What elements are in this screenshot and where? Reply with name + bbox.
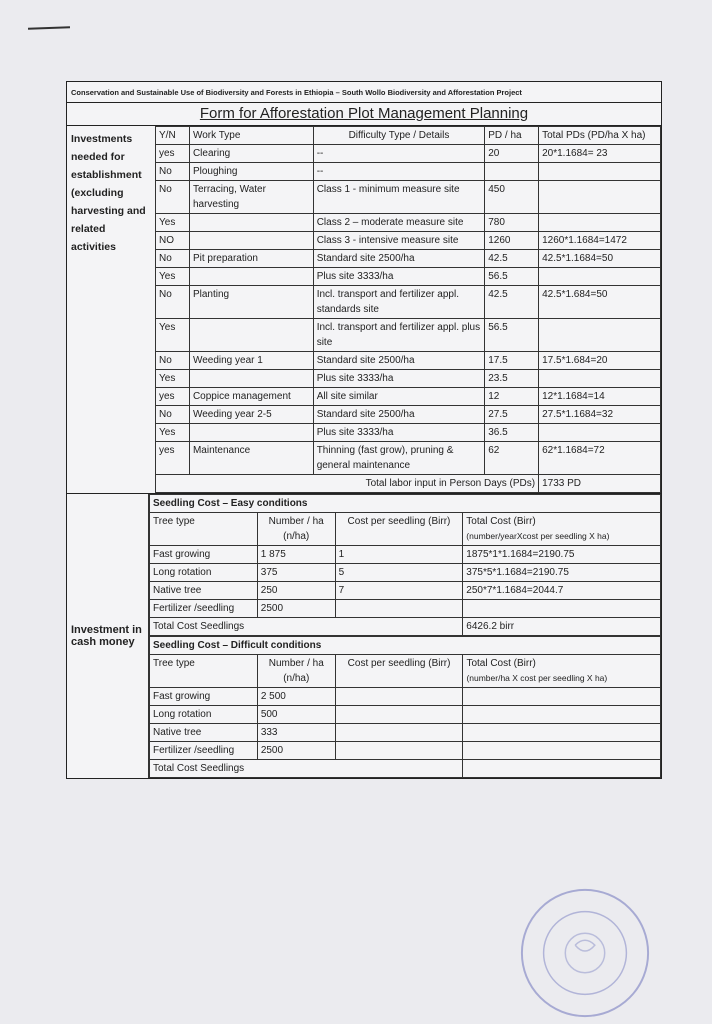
easy-title: Seedling Cost – Easy conditions bbox=[150, 495, 661, 513]
cell-total-pds bbox=[539, 424, 661, 442]
difficult-type: Fertilizer /seedling bbox=[150, 742, 258, 760]
cell-yn: No bbox=[156, 181, 190, 214]
difficult-h-type: Tree type bbox=[150, 655, 258, 688]
difficult-row bbox=[150, 724, 661, 742]
labor-table bbox=[155, 126, 661, 493]
cash-section bbox=[67, 494, 661, 778]
cell-work-type: Ploughing bbox=[189, 163, 313, 181]
labor-row bbox=[156, 145, 661, 163]
labor-row bbox=[156, 442, 661, 475]
cell-work-type: Planting bbox=[189, 286, 313, 319]
cell-pd-ha: 780 bbox=[485, 214, 539, 232]
cell-pd-ha: 450 bbox=[485, 181, 539, 214]
header-pd-ha: PD / ha bbox=[485, 127, 539, 145]
cell-difficulty: Incl. transport and fertilizer appl. plus site bbox=[313, 319, 485, 352]
header-total-pds: Total PDs (PD/ha X ha) bbox=[539, 127, 661, 145]
difficult-total bbox=[463, 724, 661, 742]
difficult-total bbox=[463, 742, 661, 760]
easy-num: 2500 bbox=[257, 600, 335, 618]
easy-total-label: Total Cost Seedlings bbox=[150, 618, 463, 636]
labor-row bbox=[156, 181, 661, 214]
easy-num: 250 bbox=[257, 582, 335, 600]
easy-type: Long rotation bbox=[150, 564, 258, 582]
difficult-h-cost: Cost per seedling (Birr) bbox=[335, 655, 463, 688]
labor-header-row bbox=[156, 127, 661, 145]
cell-pd-ha bbox=[485, 163, 539, 181]
difficult-num: 2500 bbox=[257, 742, 335, 760]
cell-pd-ha: 20 bbox=[485, 145, 539, 163]
easy-type: Native tree bbox=[150, 582, 258, 600]
total-labor-row bbox=[156, 475, 661, 493]
cell-work-type: Pit preparation bbox=[189, 250, 313, 268]
cell-pd-ha: 62 bbox=[485, 442, 539, 475]
header-work-type: Work Type bbox=[189, 127, 313, 145]
difficult-cost bbox=[335, 742, 463, 760]
labor-row bbox=[156, 214, 661, 232]
difficult-h-total: Total Cost (Birr) (number/ha X cost per seedling X ha) bbox=[463, 655, 661, 688]
labor-row bbox=[156, 370, 661, 388]
labor-row bbox=[156, 388, 661, 406]
pen-mark bbox=[28, 26, 70, 29]
cell-total-pds bbox=[539, 163, 661, 181]
difficult-h-num: Number / ha (n/ha) bbox=[257, 655, 335, 688]
difficult-row bbox=[150, 688, 661, 706]
cell-work-type bbox=[189, 232, 313, 250]
header-yn: Y/N bbox=[156, 127, 190, 145]
cell-yn: No bbox=[156, 352, 190, 370]
difficult-cost bbox=[335, 706, 463, 724]
cell-yn: yes bbox=[156, 145, 190, 163]
cell-difficulty: Class 2 – moderate measure site bbox=[313, 214, 485, 232]
cell-pd-ha: 42.5 bbox=[485, 250, 539, 268]
cell-work-type: Maintenance bbox=[189, 442, 313, 475]
cell-work-type bbox=[189, 319, 313, 352]
difficult-title: Seedling Cost – Difficult conditions bbox=[150, 637, 661, 655]
labor-section bbox=[67, 126, 661, 494]
investments-label: Investments needed for establishment (excluding harvesting and related activities bbox=[71, 133, 146, 253]
cell-difficulty: All site similar bbox=[313, 388, 485, 406]
cell-total-pds: 42.5*1.1684=50 bbox=[539, 250, 661, 268]
official-stamp bbox=[516, 884, 654, 1022]
easy-h-cost: Cost per seedling (Birr) bbox=[335, 513, 463, 546]
difficult-row bbox=[150, 742, 661, 760]
easy-total-row bbox=[150, 618, 661, 636]
labor-row bbox=[156, 406, 661, 424]
difficult-type: Fast growing bbox=[150, 688, 258, 706]
cell-difficulty: Plus site 3333/ha bbox=[313, 268, 485, 286]
cell-yn: Yes bbox=[156, 370, 190, 388]
cell-pd-ha: 42.5 bbox=[485, 286, 539, 319]
cell-total-pds: 42.5*1.684=50 bbox=[539, 286, 661, 319]
cell-yn: No bbox=[156, 286, 190, 319]
cell-pd-ha: 17.5 bbox=[485, 352, 539, 370]
difficult-total bbox=[463, 688, 661, 706]
difficult-num: 2 500 bbox=[257, 688, 335, 706]
cell-yn: No bbox=[156, 163, 190, 181]
difficult-cost bbox=[335, 688, 463, 706]
total-labor-value: 1733 PD bbox=[539, 475, 661, 493]
difficult-row bbox=[150, 706, 661, 724]
cell-difficulty: -- bbox=[313, 163, 485, 181]
cell-difficulty: -- bbox=[313, 145, 485, 163]
cell-work-type: Clearing bbox=[189, 145, 313, 163]
difficult-num: 500 bbox=[257, 706, 335, 724]
easy-type: Fast growing bbox=[150, 546, 258, 564]
difficult-total-row bbox=[150, 760, 661, 778]
easy-total: 250*7*1.1684=2044.7 bbox=[463, 582, 661, 600]
easy-cost bbox=[335, 600, 463, 618]
cell-pd-ha: 56.5 bbox=[485, 319, 539, 352]
easy-header-row bbox=[150, 513, 661, 546]
easy-cost: 7 bbox=[335, 582, 463, 600]
cell-work-type: Weeding year 2-5 bbox=[189, 406, 313, 424]
easy-cost: 1 bbox=[335, 546, 463, 564]
easy-type: Fertilizer /seedling bbox=[150, 600, 258, 618]
cell-total-pds: 27.5*1.1684=32 bbox=[539, 406, 661, 424]
cell-difficulty: Standard site 2500/ha bbox=[313, 352, 485, 370]
cell-yn: yes bbox=[156, 442, 190, 475]
cell-total-pds bbox=[539, 268, 661, 286]
cell-difficulty: Incl. transport and fertilizer appl. standards site bbox=[313, 286, 485, 319]
easy-cost-table bbox=[149, 494, 661, 636]
easy-h-num: Number / ha (n/ha) bbox=[257, 513, 335, 546]
project-title: Conservation and Sustainable Use of Biodiversity and Forests in Ethiopia – South Wollo Biodiversity and Afforestation Project bbox=[67, 82, 661, 103]
labor-row bbox=[156, 352, 661, 370]
cell-yn: No bbox=[156, 250, 190, 268]
labor-row bbox=[156, 163, 661, 181]
cell-yn: yes bbox=[156, 388, 190, 406]
cell-pd-ha: 36.5 bbox=[485, 424, 539, 442]
cell-difficulty: Class 1 - minimum measure site bbox=[313, 181, 485, 214]
easy-total bbox=[463, 600, 661, 618]
labor-row bbox=[156, 319, 661, 352]
cell-pd-ha: 56.5 bbox=[485, 268, 539, 286]
cell-pd-ha: 12 bbox=[485, 388, 539, 406]
easy-num: 1 875 bbox=[257, 546, 335, 564]
cell-difficulty: Plus site 3333/ha bbox=[313, 370, 485, 388]
easy-total: 1875*1*1.1684=2190.75 bbox=[463, 546, 661, 564]
easy-total: 375*5*1.1684=2190.75 bbox=[463, 564, 661, 582]
cell-yn: No bbox=[156, 406, 190, 424]
cell-total-pds bbox=[539, 319, 661, 352]
cell-work-type bbox=[189, 214, 313, 232]
form-title: Form for Afforestation Plot Management Planning bbox=[67, 103, 661, 126]
labor-row bbox=[156, 268, 661, 286]
cell-work-type bbox=[189, 268, 313, 286]
total-labor-label: Total labor input in Person Days (PDs) bbox=[156, 475, 539, 493]
cell-difficulty: Thinning (fast grow), pruning & general maintenance bbox=[313, 442, 485, 475]
cell-difficulty: Standard site 2500/ha bbox=[313, 406, 485, 424]
difficult-total-value bbox=[463, 760, 661, 778]
cell-total-pds: 17.5*1.684=20 bbox=[539, 352, 661, 370]
cell-yn: Yes bbox=[156, 214, 190, 232]
cell-difficulty: Standard site 2500/ha bbox=[313, 250, 485, 268]
difficult-cost-table bbox=[149, 636, 661, 778]
cell-pd-ha: 23.5 bbox=[485, 370, 539, 388]
difficult-cost bbox=[335, 724, 463, 742]
easy-h-total: Total Cost (Birr) (number/yearXcost per seedling X ha) bbox=[463, 513, 661, 546]
difficult-total-label: Total Cost Seedlings bbox=[150, 760, 463, 778]
form-sheet bbox=[66, 81, 662, 779]
cell-yn: Yes bbox=[156, 268, 190, 286]
cell-work-type: Coppice management bbox=[189, 388, 313, 406]
cell-pd-ha: 1260 bbox=[485, 232, 539, 250]
cash-label: Investment in cash money bbox=[67, 494, 149, 778]
labor-row bbox=[156, 424, 661, 442]
labor-row bbox=[156, 286, 661, 319]
cell-total-pds: 62*1.1684=72 bbox=[539, 442, 661, 475]
cell-work-type bbox=[189, 370, 313, 388]
difficult-total bbox=[463, 706, 661, 724]
easy-row bbox=[150, 546, 661, 564]
labor-row bbox=[156, 250, 661, 268]
cell-difficulty: Class 3 - intensive measure site bbox=[313, 232, 485, 250]
cell-total-pds: 12*1.1684=14 bbox=[539, 388, 661, 406]
easy-h-type: Tree type bbox=[150, 513, 258, 546]
easy-row bbox=[150, 600, 661, 618]
header-difficulty: Difficulty Type / Details bbox=[313, 127, 485, 145]
cell-work-type bbox=[189, 424, 313, 442]
cell-total-pds: 20*1.1684= 23 bbox=[539, 145, 661, 163]
easy-row bbox=[150, 564, 661, 582]
cell-work-type: Terracing, Water harvesting bbox=[189, 181, 313, 214]
cell-total-pds bbox=[539, 181, 661, 214]
cell-yn: Yes bbox=[156, 319, 190, 352]
cell-pd-ha: 27.5 bbox=[485, 406, 539, 424]
difficult-type: Native tree bbox=[150, 724, 258, 742]
easy-row bbox=[150, 582, 661, 600]
cell-yn: Yes bbox=[156, 424, 190, 442]
cell-difficulty: Plus site 3333/ha bbox=[313, 424, 485, 442]
cell-work-type: Weeding year 1 bbox=[189, 352, 313, 370]
easy-total-value: 6426.2 birr bbox=[463, 618, 661, 636]
difficult-num: 333 bbox=[257, 724, 335, 742]
cell-total-pds bbox=[539, 370, 661, 388]
difficult-header-row bbox=[150, 655, 661, 688]
cell-total-pds bbox=[539, 214, 661, 232]
difficult-type: Long rotation bbox=[150, 706, 258, 724]
cell-yn: NO bbox=[156, 232, 190, 250]
easy-num: 375 bbox=[257, 564, 335, 582]
easy-cost: 5 bbox=[335, 564, 463, 582]
labor-row bbox=[156, 232, 661, 250]
cell-total-pds: 1260*1.1684=1472 bbox=[539, 232, 661, 250]
